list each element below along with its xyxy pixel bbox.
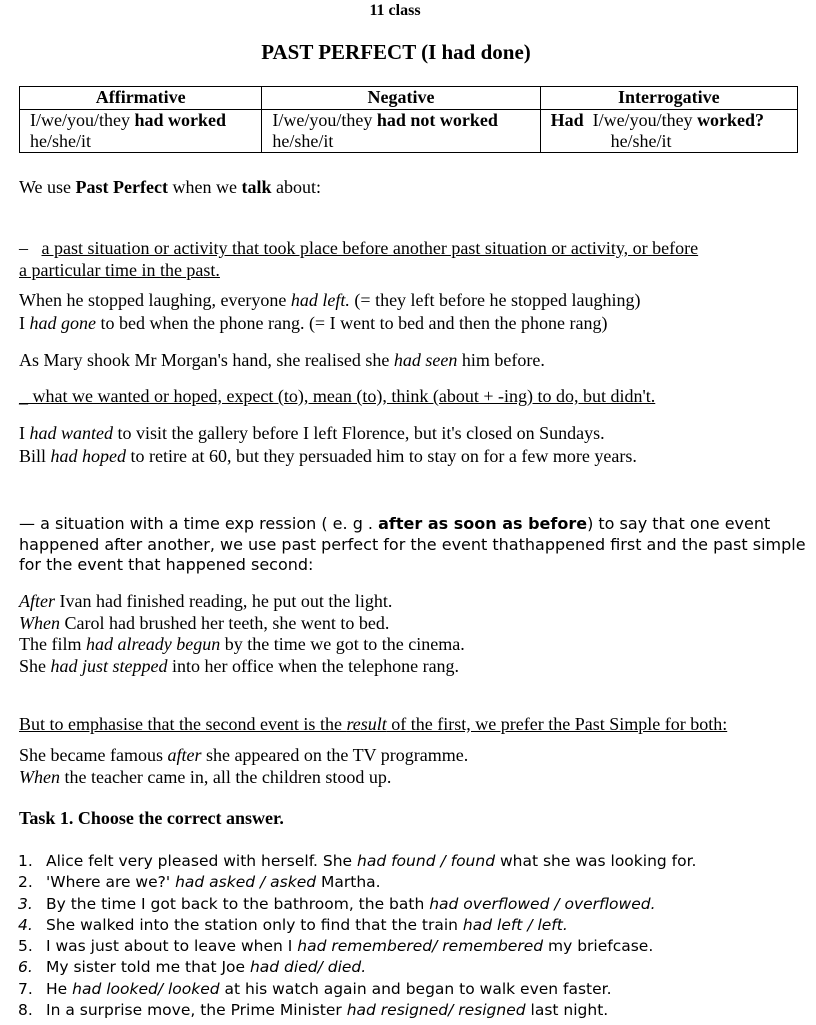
item-text: last night.	[525, 1001, 609, 1020]
emphasis-text-b: result	[346, 714, 387, 734]
use1-line2: a particular time in the past.	[19, 260, 220, 280]
use2-example-1	[19, 422, 605, 444]
interrogative-subject: I/we/you/they	[592, 110, 693, 130]
item-choice: had overflowed / overflowed.	[429, 894, 656, 913]
list-item	[18, 872, 696, 893]
example-italic: When	[19, 767, 60, 787]
item-text: Martha.	[316, 873, 381, 892]
example-text: the teacher came in, all the children stood up.	[59, 767, 392, 787]
item-choice: had found / found	[357, 852, 496, 870]
item-text: what she was looking for.	[495, 852, 697, 870]
example-text: I	[19, 423, 30, 443]
example-italic: had wanted	[29, 423, 113, 443]
intro-text-b: Past Perfect	[75, 177, 168, 197]
item-choice: had remembered/ remembered	[297, 937, 544, 956]
list-item	[18, 894, 696, 915]
example-text: into her office when the telephone rang.	[167, 656, 460, 676]
task-list	[18, 851, 696, 1021]
example-italic: had hoped	[50, 446, 127, 466]
example-text: she appeared on the TV programme.	[201, 745, 469, 765]
header-interrogative: Interrogative	[540, 87, 797, 110]
example-text: him before.	[457, 350, 545, 370]
use1-example-1	[19, 289, 640, 311]
use3-text-a: — a situation with a time exp ression ( e. g .	[19, 514, 379, 533]
intro-text-e: about:	[271, 177, 321, 197]
negative-cell	[262, 110, 540, 153]
list-item	[18, 979, 696, 1000]
example-text: Bill	[19, 446, 51, 466]
item-number: 4.	[18, 915, 33, 934]
example-text: When he stopped laughing, everyone	[19, 290, 291, 310]
table-row	[20, 110, 798, 153]
item-choice: had looked/ looked	[72, 979, 220, 998]
use3-text-b: after as soon as before	[378, 514, 588, 533]
use1-dash: –	[19, 238, 28, 258]
example-italic: had just stepped	[50, 656, 168, 676]
item-text: at his watch again and began to walk even faster.	[219, 979, 612, 998]
list-item	[18, 936, 696, 957]
item-choice: had left / left.	[462, 915, 568, 934]
use1-example-2	[19, 312, 608, 334]
example-italic: after	[167, 745, 202, 765]
emphasis-line	[19, 713, 727, 735]
affirmative-verb: had worked	[134, 110, 227, 130]
list-item	[18, 915, 696, 936]
item-text: Alice felt very pleased with herself. She	[46, 852, 358, 870]
example-text: I	[19, 313, 30, 333]
intro-text-d: talk	[241, 177, 272, 197]
example-text: Carol had brushed her teeth, she went to bed.	[59, 613, 390, 633]
use3-line2: happened after another, we use past perfect for the event thathappened first and the past simple	[19, 535, 806, 554]
intro-line	[19, 176, 321, 198]
use3-example-2	[19, 612, 389, 634]
item-choice: had asked / asked	[175, 873, 317, 892]
header-affirmative: Affirmative	[20, 87, 262, 110]
item-choice: had resigned/ resigned	[346, 1001, 526, 1020]
example-text: (= they left before he stopped laughing)	[349, 290, 641, 310]
interrogative-line2: he/she/it	[610, 131, 672, 151]
affirmative-subject: I/we/you/they	[30, 110, 130, 130]
item-text: I was just about to leave when I	[46, 937, 298, 956]
table-header-row	[20, 87, 798, 110]
use3-example-3	[19, 633, 465, 655]
item-number: 3.	[18, 894, 33, 913]
use3-line1	[19, 513, 770, 534]
item-number: 7.	[18, 979, 33, 998]
emphasis-example-2	[19, 766, 391, 788]
use2-example-2	[19, 445, 637, 467]
task-title: Task 1. Choose the correct answer.	[19, 808, 284, 828]
use3-line3: for the event that happened second:	[19, 555, 314, 574]
item-number: 1.	[18, 852, 33, 870]
item-text: She walked into the station only to find that the train	[46, 915, 463, 934]
item-number: 6.	[18, 958, 33, 977]
use3-text-c: ) to say that one event	[587, 514, 771, 533]
use1-text1: a past situation or activity that took place before another past situation or activity, or before	[41, 238, 699, 258]
affirmative-cell	[20, 110, 262, 153]
example-italic: had seen	[393, 350, 458, 370]
example-text: The film	[19, 634, 86, 654]
list-item	[18, 851, 696, 872]
item-number: 2.	[18, 873, 33, 892]
emphasis-text-a: But to emphasise that the second event is the	[19, 714, 347, 734]
example-text: by the time we got to the cinema.	[220, 634, 465, 654]
item-text: He	[46, 979, 73, 998]
example-italic: After	[19, 591, 55, 611]
item-text: My sister told me that Joe	[46, 958, 250, 977]
example-text: to visit the gallery before I left Florence, but it's closed on Sundays.	[113, 423, 605, 443]
example-text: She became famous	[19, 745, 168, 765]
use3-example-1	[19, 590, 392, 612]
use2-line: _ what we wanted or hoped, expect (to), mean (to), think (about + -ing) to do, but didn't.	[19, 386, 656, 406]
grammar-table	[19, 86, 798, 153]
example-text: As Mary shook Mr Morgan's hand, she realised she	[19, 350, 394, 370]
item-text: 'Where are we?'	[46, 873, 176, 892]
example-text: to retire at 60, but they persuaded him to stay on for a few more years.	[126, 446, 637, 466]
negative-subject: I/we/you/they	[272, 110, 373, 130]
example-text: She	[19, 656, 51, 676]
intro-text-a: We use	[19, 177, 76, 197]
item-text: By the time I got back to the bathroom, the bath	[46, 894, 430, 913]
item-number: 8.	[18, 1001, 33, 1020]
item-text: In a surprise move, the Prime Minister	[46, 1001, 347, 1020]
use1-line1	[19, 237, 698, 259]
emphasis-text-c: of the first, we prefer the Past Simple for both:	[386, 714, 728, 734]
header-negative: Negative	[262, 87, 540, 110]
example-italic: When	[19, 613, 60, 633]
example-italic: had gone	[29, 313, 96, 333]
item-text: my briefcase.	[543, 937, 654, 956]
affirmative-line2: he/she/it	[30, 131, 91, 151]
negative-verb: had not worked	[376, 110, 498, 130]
example-text: to bed when the phone rang. (= I went to bed and then the phone rang)	[96, 313, 608, 333]
emphasis-example-1	[19, 744, 468, 766]
use3-example-4	[19, 655, 459, 677]
example-italic: had already begun	[85, 634, 221, 654]
list-item	[18, 1000, 696, 1021]
use1-example-3	[19, 349, 545, 371]
item-number: 5.	[18, 937, 33, 956]
interrogative-aux: Had	[550, 110, 584, 130]
item-choice: had died/ died.	[249, 958, 367, 977]
interrogative-cell	[540, 110, 797, 153]
negative-line2: he/she/it	[272, 131, 334, 151]
example-italic: had left.	[290, 290, 350, 310]
list-item	[18, 957, 696, 978]
example-text: Ivan had finished reading, he put out the light.	[55, 591, 393, 611]
class-label: 11 class	[369, 2, 421, 19]
intro-text-c: when we	[167, 177, 242, 197]
page-title: PAST PERFECT (I had done)	[261, 40, 531, 64]
interrogative-verb: worked?	[697, 110, 765, 130]
